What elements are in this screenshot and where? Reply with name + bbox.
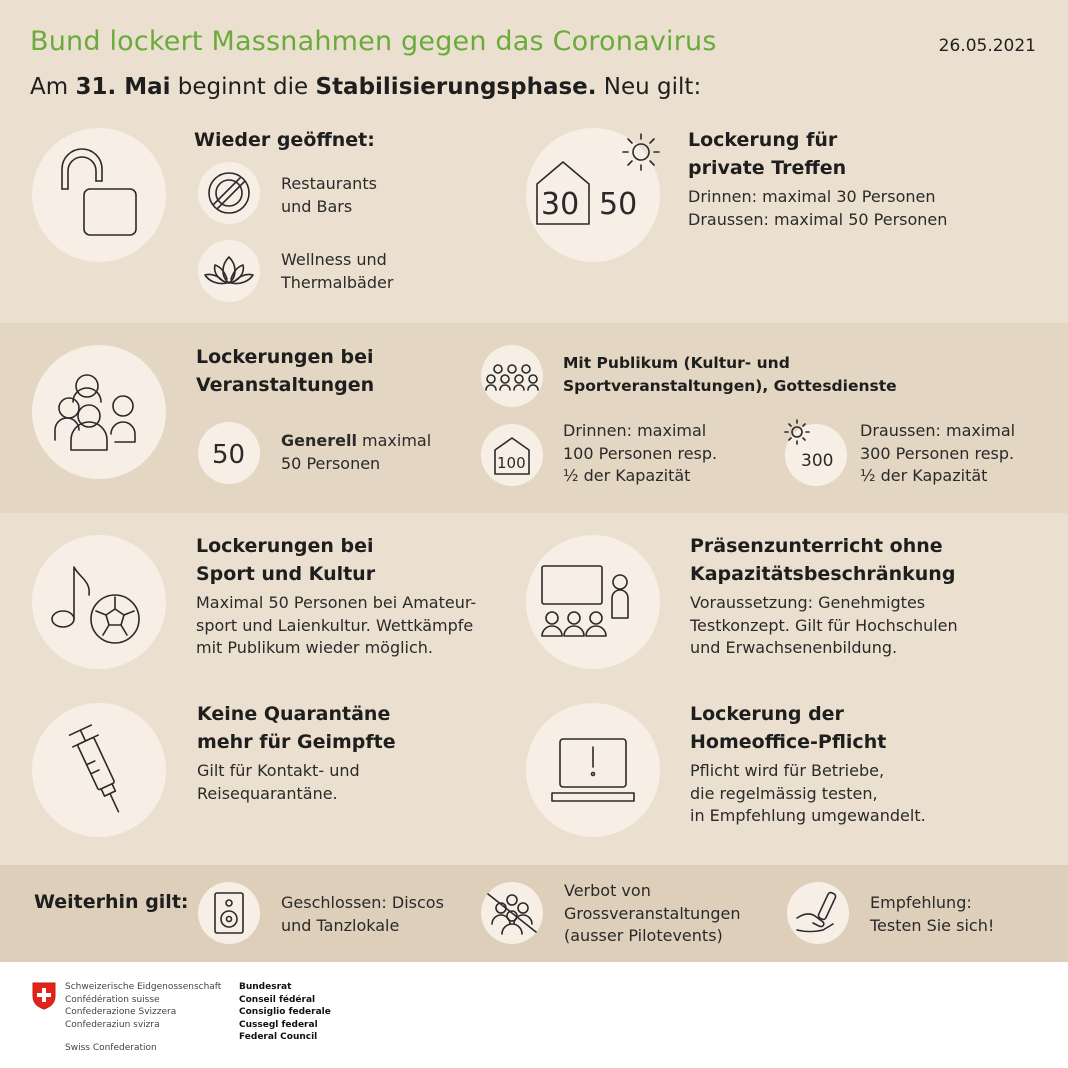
quarantine-heading: Keine Quarantäne mehr für Geimpfte xyxy=(197,703,396,753)
outdoor-text: Draussen: maximal 300 Personen resp. ½ der Kapazität xyxy=(860,421,1016,485)
crowd-icon xyxy=(32,345,166,479)
ban-text: Verbot von Grossveranstaltungen (ausser Pilotevents) xyxy=(564,881,741,945)
speaker-icon xyxy=(198,882,260,944)
events-general-text: Generell maximal 50 Personen xyxy=(281,431,432,473)
page-title: Bund lockert Massnahmen gegen das Coronavirus xyxy=(30,26,717,57)
audience-icon xyxy=(481,345,543,407)
confederation-names: Schweizerische Eidgenossenschaft Confédération suisse Confederazione Svizzera Confederaziun svizra xyxy=(65,982,222,1030)
private-text: Drinnen: maximal 30 Personen Draussen: maximal 50 Personen xyxy=(688,187,948,229)
quarantine-text: Gilt für Kontakt- und Reisequarantäne. xyxy=(197,761,360,803)
test-tube-hand-icon xyxy=(787,882,849,944)
audience-heading: Mit Publikum (Kultur- und Sportveranstaltungen), Gottesdienste xyxy=(563,354,897,395)
school-heading: Präsenzunterricht ohne Kapazitätsbeschränkung xyxy=(690,535,956,585)
house-sun-icon xyxy=(526,128,660,262)
swiss-confederation-en: Swiss Confederation xyxy=(65,1043,157,1053)
fifty-icon xyxy=(198,422,260,484)
reopened-heading: Wieder geöffnet: xyxy=(194,129,375,151)
sun-300-icon xyxy=(785,424,847,486)
federal-council-names: Bundesrat Conseil fédéral Consiglio federale Cussegl federal Federal Council xyxy=(239,982,331,1042)
unlock-icon xyxy=(32,128,166,262)
crowd-ban-icon xyxy=(481,882,543,944)
sport-text: Maximal 50 Personen bei Amateur- sport und Laienkultur. Wettkämpfe mit Publikum wieder möglich. xyxy=(196,593,477,657)
page-subtitle: Am 31. Mai beginnt die Stabilisierungsphase. Neu gilt: xyxy=(30,74,702,100)
still-valid-heading: Weiterhin gilt: xyxy=(34,891,189,913)
laptop-warning-icon xyxy=(526,703,660,837)
indoor-text: Drinnen: maximal 100 Personen resp. ½ der Kapazität xyxy=(563,421,718,485)
school-text: Voraussetzung: Genehmigtes Testkonzept. Gilt für Hochschulen und Erwachsenenbildung. xyxy=(690,593,958,657)
wellness-text: Wellness und Thermalbäder xyxy=(281,250,394,292)
restaurant-icon xyxy=(198,162,260,224)
homeoffice-text: Pflicht wird für Betriebe, die regelmässig testen, in Empfehlung umgewandelt. xyxy=(690,761,926,825)
restaurants-text: Restaurants und Bars xyxy=(281,174,377,216)
house-100-icon xyxy=(481,424,543,486)
swiss-coat-of-arms-icon xyxy=(32,982,56,1010)
svg-text:50: 50 xyxy=(212,440,246,470)
events-heading: Lockerungen bei Veranstaltungen xyxy=(196,346,375,396)
lotus-icon xyxy=(198,240,260,302)
classroom-icon xyxy=(526,535,660,669)
closed-text: Geschlossen: Discos und Tanzlokale xyxy=(281,893,444,935)
svg-text:100: 100 xyxy=(497,454,526,472)
svg-text:300: 300 xyxy=(801,451,834,471)
test-text: Empfehlung: Testen Sie sich! xyxy=(870,893,995,935)
svg-text:30: 30 xyxy=(541,187,580,222)
homeoffice-heading: Lockerung der Homeoffice-Pflicht xyxy=(690,703,887,753)
private-heading: Lockerung für private Treffen xyxy=(688,129,847,179)
syringe-icon xyxy=(32,703,166,837)
svg-text:50: 50 xyxy=(599,187,638,222)
music-ball-icon xyxy=(32,535,166,669)
sport-heading: Lockerungen bei Sport und Kultur xyxy=(196,535,376,585)
publish-date: 26.05.2021 xyxy=(938,36,1036,56)
